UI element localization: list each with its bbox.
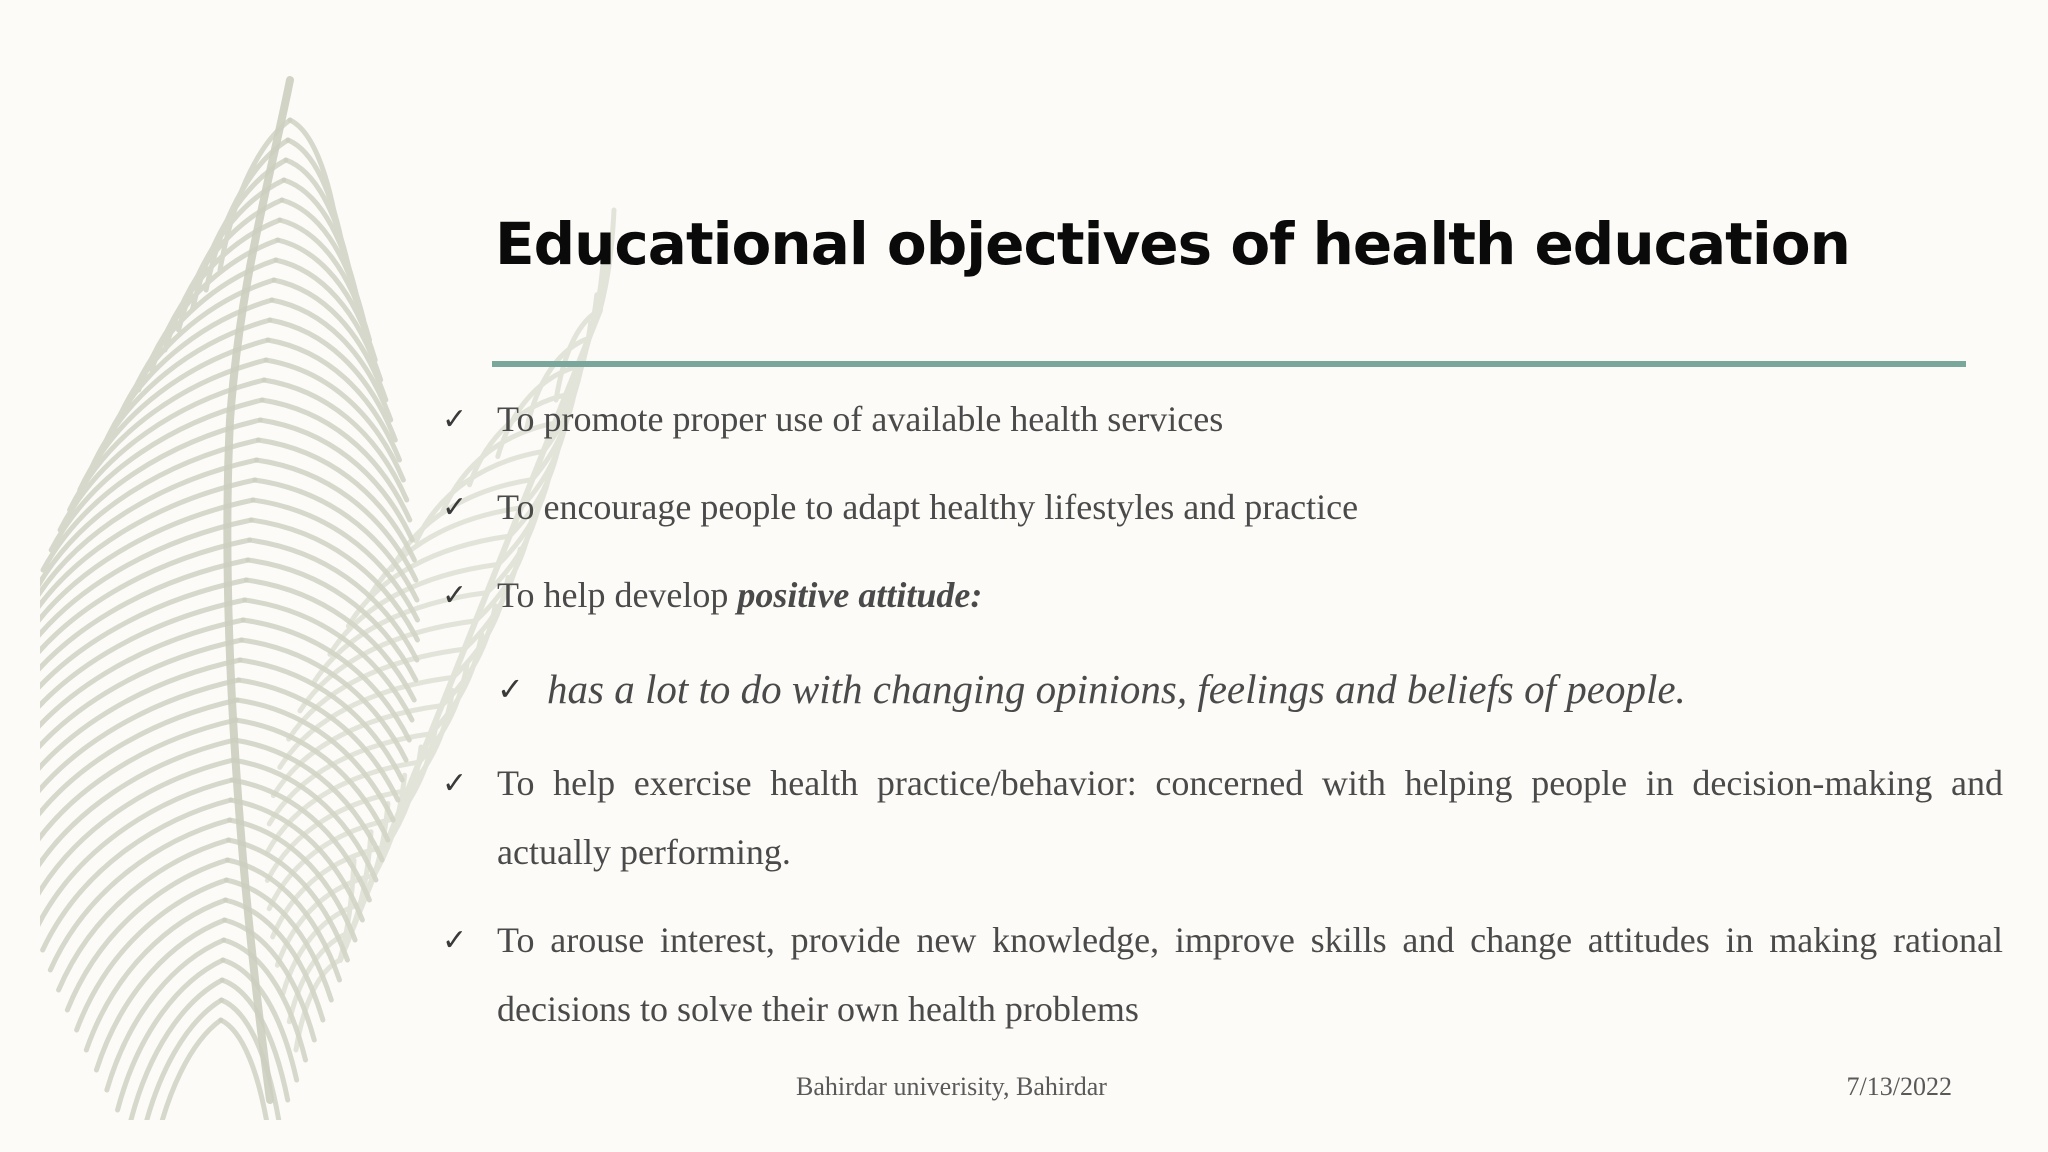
check-icon: ✓: [442, 402, 468, 437]
bullet-item: [440, 473, 2003, 542]
bullet-text: To arouse interest, provide new knowledge, improve skills and change attitudes in making rational decisions to solve their own health problems: [497, 920, 2003, 1029]
bullet-text: To promote proper use of available health services: [497, 399, 1224, 439]
slide-title: Educational objectives of health education: [495, 210, 1850, 278]
check-icon: ✓: [497, 670, 524, 708]
bullet-text: To encourage people to adapt healthy lifestyles and practice: [497, 487, 1359, 527]
sub-bullet-item: [495, 649, 2003, 730]
bullet-emphasis: positive attitude:: [737, 575, 983, 615]
bullet-item: [440, 385, 2003, 454]
bullet-text: To help exercise health practice/behavior: concerned with helping people in decision-making and actually performing.: [497, 763, 2003, 872]
title-divider: [492, 361, 1966, 367]
bullet-text: has a lot to do with changing opinions, feelings and beliefs of people.: [547, 666, 1686, 712]
check-icon: ✓: [442, 490, 468, 525]
check-icon: ✓: [442, 578, 468, 613]
bullet-item: [440, 906, 2003, 1044]
bullet-item: [440, 749, 2003, 887]
footer-date: 7/13/2022: [1846, 1072, 1952, 1101]
bullet-list: [440, 385, 2003, 1044]
bullet-text: To help develop: [497, 575, 738, 615]
bullet-item: [440, 561, 2003, 630]
footer-institution: Bahirdar univerisity, Bahirdar: [796, 1072, 1107, 1101]
check-icon: ✓: [442, 766, 468, 801]
check-icon: ✓: [442, 923, 468, 958]
